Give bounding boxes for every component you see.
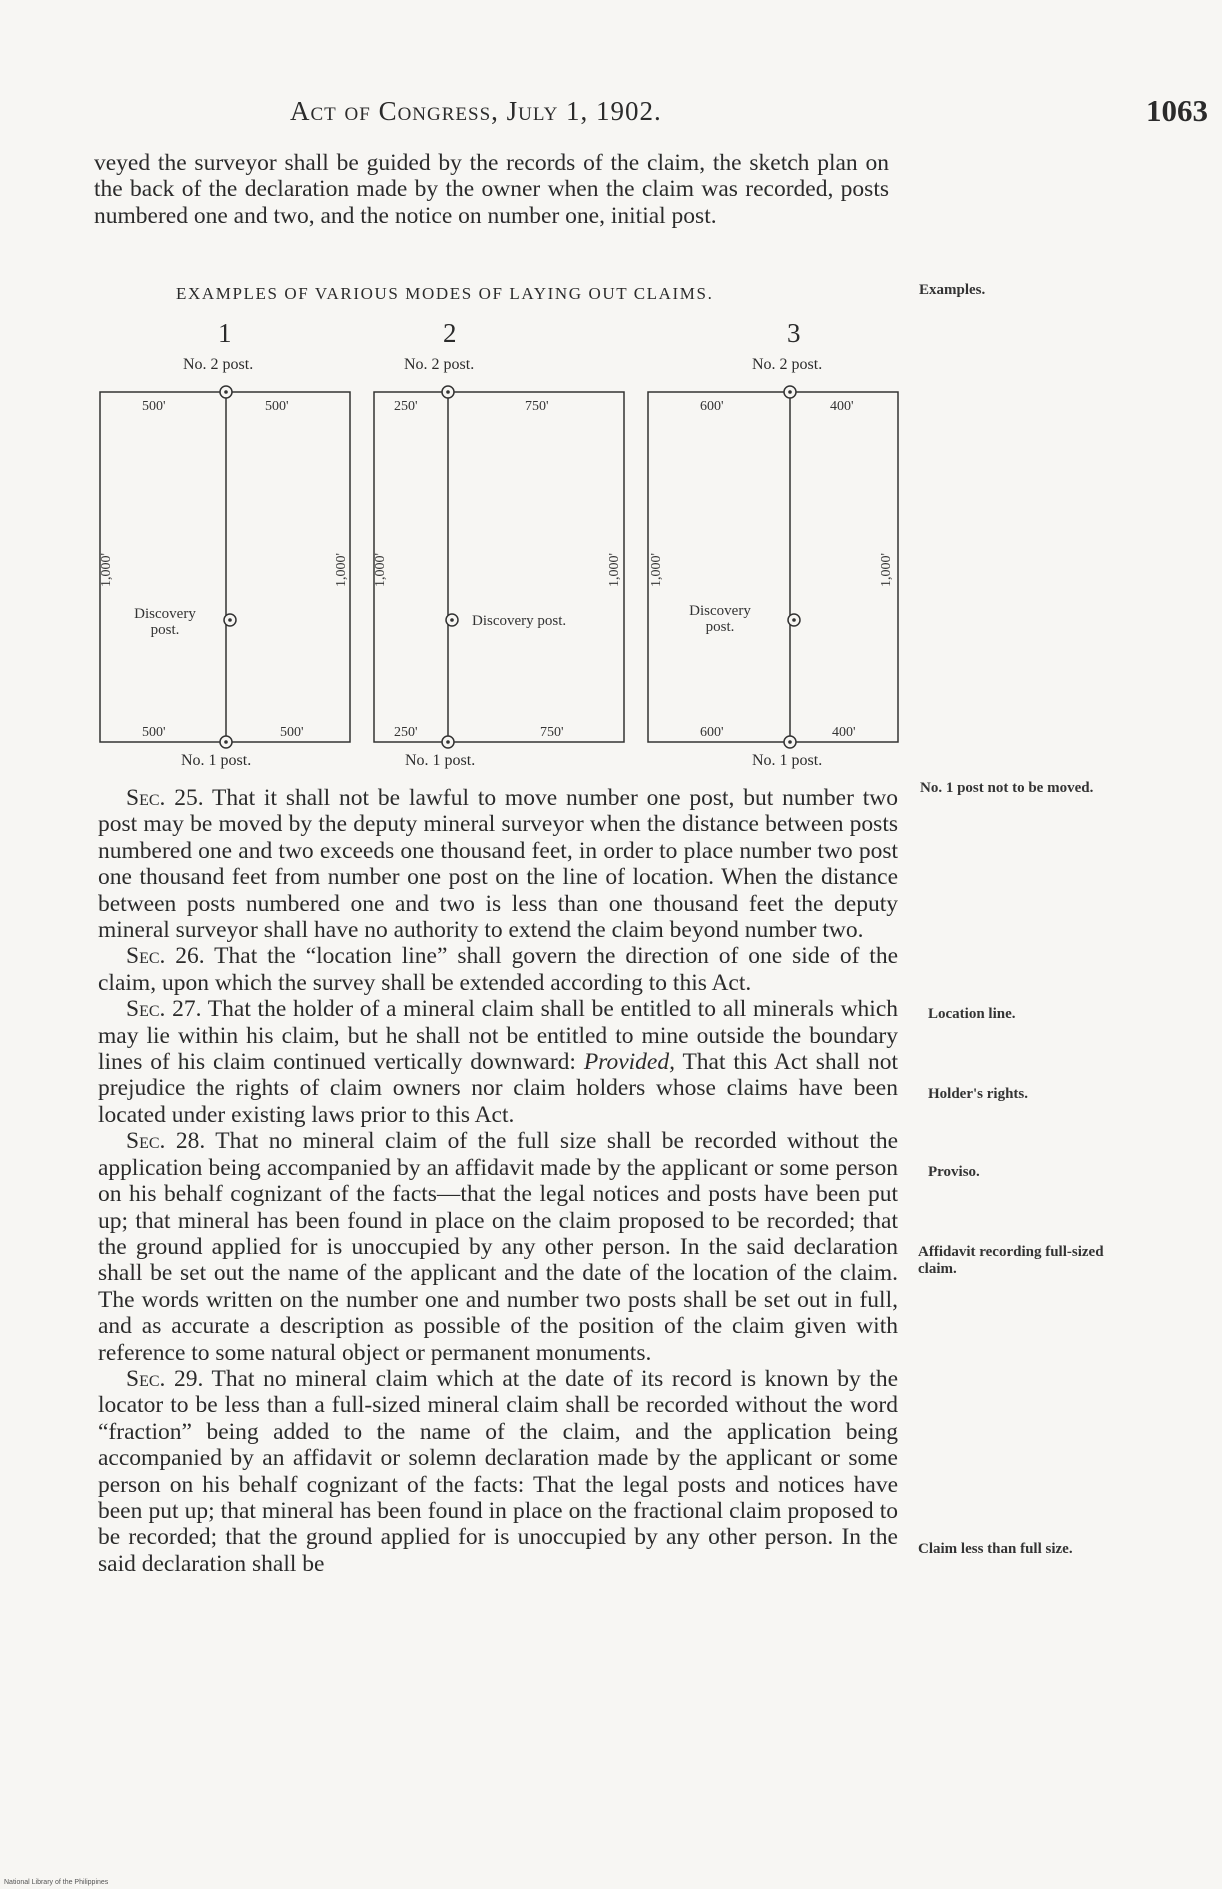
diagram-3-top-post-label: No. 2 post. xyxy=(752,356,823,373)
diagram-1-top-left-distance: 500' xyxy=(142,399,166,414)
diagram-3-bottom-post-label: No. 1 post. xyxy=(752,752,823,769)
margin-note-sec-29: Claim less than full size. xyxy=(918,1541,1073,1557)
diagram-3-claim-boundary xyxy=(648,392,898,742)
example-number-3: 3 xyxy=(787,318,801,348)
diagram-1-claim-boundary xyxy=(100,392,350,742)
margin-note-sec-28: Affidavit recording full-sized claim. xyxy=(918,1244,1104,1277)
claim-diagram-3 xyxy=(640,380,920,760)
section-28-text: That no mineral claim of the full size shall be recorded without the application being accompanied by an affidavit made by the applicant or some person on his behalf cognizant of the facts—that the legal notices and posts have been put up; that mineral has been found in place on the claim proposed to be recorded; that the ground applied for is unoccupied by any other person. In the said declaration shall be set out the name of the applicant and the date of the location of the claim. The words written on the number one and number two posts shall be set out in full, and as accurate a description as possible of the position of the claim given with reference to some natural object or permanent monuments. xyxy=(98,1128,899,1366)
section-29-label: Sec. 29. xyxy=(126,1365,204,1392)
margin-note-sec-27: Holder's rights. xyxy=(928,1086,1028,1102)
diagram-1-left-side-distance: 1,000' xyxy=(99,552,114,588)
section-27-text-before: That the holder of a mineral claim shall be entitled to all minerals which may lie within his claim, but he shall not be entitled to mine outside the boundary lines of his claim continued vertically downward: xyxy=(98,996,899,1076)
library-watermark: National Library of the Philippines xyxy=(4,1879,109,1886)
section-26-text: That the “location line” shall govern the direction of one side of the claim, upon which the survey shall be extended according to this Act. xyxy=(98,943,899,996)
section-28-label: Sec. 28. xyxy=(126,1128,206,1155)
diagram-1-discovery-label-line2: post. xyxy=(150,622,180,638)
section-27-proviso-word: Provided, xyxy=(583,1049,675,1076)
diagram-2-top-left-distance: 250' xyxy=(394,399,418,414)
diagram-2-top-post-label: No. 2 post. xyxy=(404,356,475,373)
example-number-1: 1 xyxy=(218,318,232,348)
examples-heading: EXAMPLES OF VARIOUS MODES OF LAYING OUT CLAIMS. xyxy=(176,284,714,303)
section-25 xyxy=(98,785,898,943)
diagram-3-discovery-label-line1: Discovery xyxy=(689,603,751,619)
diagram-1-discovery-label-line1: Discovery xyxy=(134,606,196,622)
sections-text xyxy=(98,785,898,1577)
section-27 xyxy=(98,996,898,1128)
diagram-2-top-right-distance: 750' xyxy=(525,399,549,414)
diagram-2-bottom-right-distance: 750' xyxy=(540,725,564,740)
intro-text: veyed the surveyor shall be guided by the records of the claim, the sketch plan on the back of the declaration made by the owner when the claim was recorded, posts numbered one and two, and the notice on number one, initial post. xyxy=(94,150,889,229)
margin-note-sec-25: No. 1 post not to be moved. xyxy=(920,780,1094,796)
diagram-2-discovery-label: Discovery post. xyxy=(472,613,567,629)
diagram-3-bottom-right-distance: 400' xyxy=(832,725,856,740)
section-28 xyxy=(98,1128,898,1366)
diagram-2-left-side-distance: 1,000' xyxy=(373,552,388,588)
section-29-text: That no mineral claim which at the date of its record is known by the locator to be less than a full-sized mineral claim shall be recorded without the word “fraction” being added to the name of the claim, and the application being accompanied by an affidavit or solemn declaration made by the applicant or some person on his behalf cognizant of the facts: That the legal posts and notices have been put up; that mineral has been found in place on the fractional claim proposed to be recorded; that the ground applied for is unoccupied by any other person. In the said declaration shall be xyxy=(98,1365,899,1577)
diagram-3-right-side-distance: 1,000' xyxy=(879,552,894,588)
section-25-label: Sec. 25. xyxy=(126,785,204,811)
page-number: 1063 xyxy=(1146,93,1208,128)
claim-diagram-2 xyxy=(360,380,640,760)
diagram-1-bottom-right-distance: 500' xyxy=(280,725,304,740)
diagram-1-right-side-distance: 1,000' xyxy=(334,552,349,588)
section-26-label: Sec. 26. xyxy=(126,943,205,970)
diagram-2-claim-boundary xyxy=(374,392,624,742)
section-25-text: That it shall not be lawful to move number one post, but number two post may be moved by the deputy mineral surveyor when the distance between posts numbered one and two exceeds one thousand feet, in order to place number two post one thousand feet from number one post on the line of location. When the distance between posts numbered one and two is less than one thousand feet the deputy mineral surveyor shall have no authority to extend the claim beyond number two. xyxy=(98,785,899,944)
section-27-text-after: That this Act shall not prejudice the rights of claim owners nor claim holders whose claims have been located under existing laws prior to this Act. xyxy=(98,1049,898,1128)
diagram-3-discovery-label-line2: post. xyxy=(705,619,735,635)
diagram-3-left-side-distance: 1,000' xyxy=(649,552,664,588)
diagram-3-top-left-distance: 600' xyxy=(700,399,724,414)
section-27-label: Sec. 27. xyxy=(126,996,202,1023)
diagram-1-top-right-distance: 500' xyxy=(265,399,289,414)
margin-note-examples: Examples. xyxy=(919,282,986,298)
section-26 xyxy=(98,943,898,996)
diagram-2-right-side-distance: 1,000' xyxy=(607,552,622,588)
diagram-2-bottom-left-distance: 250' xyxy=(394,725,418,740)
margin-note-proviso: Proviso. xyxy=(928,1164,980,1180)
diagram-3-top-right-distance: 400' xyxy=(830,399,854,414)
running-title: Act of Congress, July 1, 1902. xyxy=(290,96,662,126)
intro-paragraph xyxy=(94,150,889,229)
claim-diagram-1 xyxy=(90,380,370,760)
section-29 xyxy=(98,1366,898,1577)
diagram-1-top-post-label: No. 2 post. xyxy=(183,356,254,373)
margin-note-sec-26: Location line. xyxy=(928,1006,1016,1022)
example-number-2: 2 xyxy=(443,318,457,348)
diagram-2-bottom-post-label: No. 1 post. xyxy=(405,752,476,769)
diagram-1-bottom-left-distance: 500' xyxy=(142,725,166,740)
diagram-3-bottom-left-distance: 600' xyxy=(700,725,724,740)
diagram-1-bottom-post-label: No. 1 post. xyxy=(181,752,252,769)
